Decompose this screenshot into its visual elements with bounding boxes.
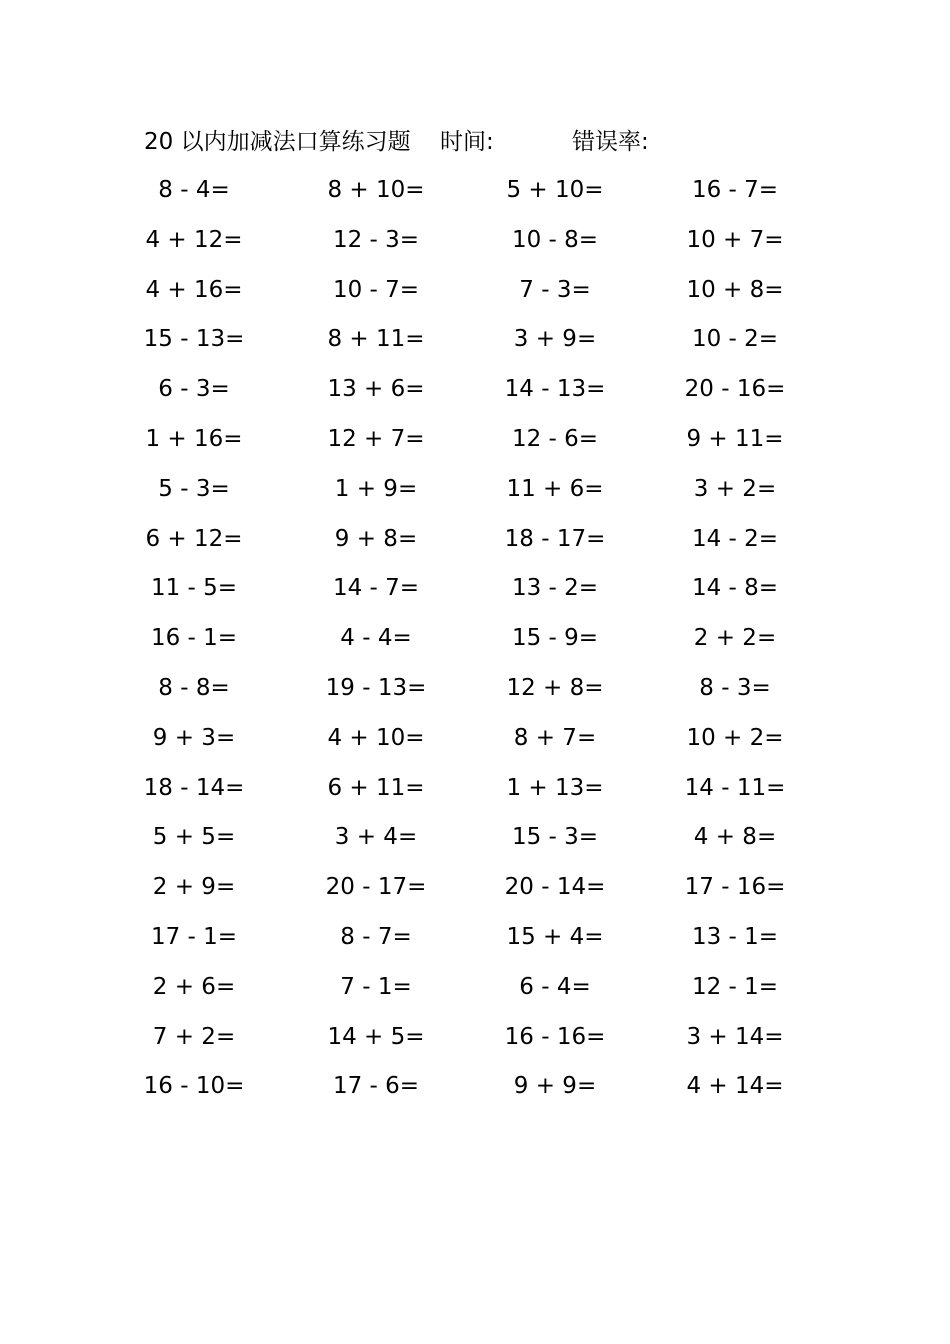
arithmetic-problem: 4 + 8=: [693, 824, 777, 851]
arithmetic-problem: 1 + 13=: [506, 774, 604, 801]
arithmetic-problem: 6 + 11=: [327, 774, 425, 801]
arithmetic-problem: 4 + 10=: [327, 724, 425, 751]
problem-row: [0, 768, 950, 818]
arithmetic-problem: 12 + 7=: [327, 425, 425, 452]
problem-row: [0, 817, 950, 867]
problem-row: [0, 618, 950, 668]
arithmetic-problem: 2 + 2=: [693, 625, 777, 652]
arithmetic-problem: 7 - 1=: [340, 973, 412, 1000]
arithmetic-problem: 20 - 16=: [684, 376, 786, 403]
arithmetic-problem: 14 + 5=: [327, 1023, 425, 1050]
arithmetic-problem: 8 - 8=: [158, 674, 230, 701]
arithmetic-problem: 3 + 4=: [334, 824, 418, 851]
arithmetic-problem: 16 - 1=: [150, 625, 238, 652]
arithmetic-problem: 16 - 7=: [691, 177, 779, 203]
arithmetic-problem: 14 - 13=: [504, 376, 606, 403]
problem-row: [0, 967, 950, 1017]
arithmetic-problem: 6 + 12=: [145, 525, 243, 552]
problem-row: [0, 1017, 950, 1067]
arithmetic-problem: 1 + 16=: [145, 425, 243, 452]
arithmetic-problem: 8 - 3=: [699, 674, 771, 701]
arithmetic-problem: 11 - 5=: [150, 575, 238, 602]
arithmetic-problem: 3 + 9=: [513, 326, 597, 353]
worksheet-title: 20 以内加减法口算练习题: [144, 129, 411, 155]
arithmetic-problem: 16 - 10=: [143, 1073, 245, 1100]
problem-row: [0, 867, 950, 917]
arithmetic-problem: 18 - 14=: [143, 774, 245, 801]
arithmetic-problem: 4 + 14=: [686, 1073, 784, 1100]
problem-row: [0, 220, 950, 270]
arithmetic-problem: 5 - 3=: [158, 475, 230, 502]
problem-row: [0, 718, 950, 768]
arithmetic-problem: 17 - 1=: [150, 923, 238, 950]
arithmetic-problem: 4 + 16=: [145, 276, 243, 303]
arithmetic-problem: 8 - 4=: [158, 177, 230, 203]
arithmetic-problem: 4 - 4=: [340, 625, 412, 652]
arithmetic-problem: 10 - 7=: [332, 276, 420, 303]
arithmetic-problem: 13 + 6=: [327, 376, 425, 403]
problem-row: [0, 469, 950, 519]
arithmetic-problem: 9 + 8=: [334, 525, 418, 552]
arithmetic-problem: 6 - 3=: [158, 376, 230, 403]
arithmetic-problem: 10 + 8=: [686, 276, 784, 303]
arithmetic-problem: 12 + 8=: [506, 674, 604, 701]
arithmetic-problem: 12 - 6=: [511, 425, 599, 452]
arithmetic-problem: 1 + 9=: [334, 475, 418, 502]
arithmetic-problem: 16 - 16=: [504, 1023, 606, 1050]
problem-row: [0, 270, 950, 320]
arithmetic-problem: 6 - 4=: [519, 973, 591, 1000]
problem-grid: [0, 170, 950, 1116]
arithmetic-problem: 2 + 9=: [152, 874, 236, 901]
arithmetic-problem: 7 - 3=: [519, 276, 591, 303]
arithmetic-problem: 8 - 7=: [340, 923, 412, 950]
error-rate-label: 错误率:: [572, 129, 649, 155]
time-label: 时间:: [440, 129, 494, 155]
problem-row: [0, 1066, 950, 1116]
arithmetic-problem: 10 + 7=: [686, 226, 784, 253]
arithmetic-problem: 8 + 7=: [513, 724, 597, 751]
arithmetic-problem: 5 + 10=: [506, 177, 604, 203]
arithmetic-problem: 5 + 5=: [152, 824, 236, 851]
problem-row: [0, 319, 950, 369]
problem-row: [0, 668, 950, 718]
problem-row: [0, 369, 950, 419]
problem-row: [0, 170, 950, 220]
arithmetic-problem: 3 + 14=: [686, 1023, 784, 1050]
arithmetic-problem: 14 - 7=: [332, 575, 420, 602]
arithmetic-problem: 10 - 2=: [691, 326, 779, 353]
arithmetic-problem: 17 - 16=: [684, 874, 786, 901]
problem-row: [0, 519, 950, 569]
problem-row: [0, 568, 950, 618]
arithmetic-problem: 14 - 8=: [691, 575, 779, 602]
arithmetic-problem: 3 + 2=: [693, 475, 777, 502]
arithmetic-problem: 9 + 3=: [152, 724, 236, 751]
arithmetic-problem: 10 - 8=: [511, 226, 599, 253]
arithmetic-problem: 20 - 17=: [325, 874, 427, 901]
arithmetic-problem: 9 + 11=: [686, 425, 784, 452]
problem-row: [0, 917, 950, 967]
arithmetic-problem: 17 - 6=: [332, 1073, 420, 1100]
problem-row: [0, 419, 950, 469]
arithmetic-problem: 15 - 3=: [511, 824, 599, 851]
arithmetic-problem: 15 + 4=: [506, 923, 604, 950]
arithmetic-problem: 12 - 3=: [332, 226, 420, 253]
arithmetic-problem: 19 - 13=: [325, 674, 427, 701]
arithmetic-problem: 8 + 10=: [327, 177, 425, 203]
arithmetic-problem: 12 - 1=: [691, 973, 779, 1000]
arithmetic-problem: 14 - 11=: [684, 774, 786, 801]
arithmetic-problem: 9 + 9=: [513, 1073, 597, 1100]
arithmetic-problem: 14 - 2=: [691, 525, 779, 552]
arithmetic-problem: 4 + 12=: [145, 226, 243, 253]
arithmetic-problem: 7 + 2=: [152, 1023, 236, 1050]
arithmetic-problem: 18 - 17=: [504, 525, 606, 552]
arithmetic-problem: 20 - 14=: [504, 874, 606, 901]
arithmetic-problem: 15 - 9=: [511, 625, 599, 652]
arithmetic-problem: 10 + 2=: [686, 724, 784, 751]
arithmetic-problem: 13 - 2=: [511, 575, 599, 602]
arithmetic-problem: 8 + 11=: [327, 326, 425, 353]
arithmetic-problem: 2 + 6=: [152, 973, 236, 1000]
arithmetic-problem: 15 - 13=: [143, 326, 245, 353]
arithmetic-problem: 13 - 1=: [691, 923, 779, 950]
arithmetic-problem: 11 + 6=: [506, 475, 604, 502]
